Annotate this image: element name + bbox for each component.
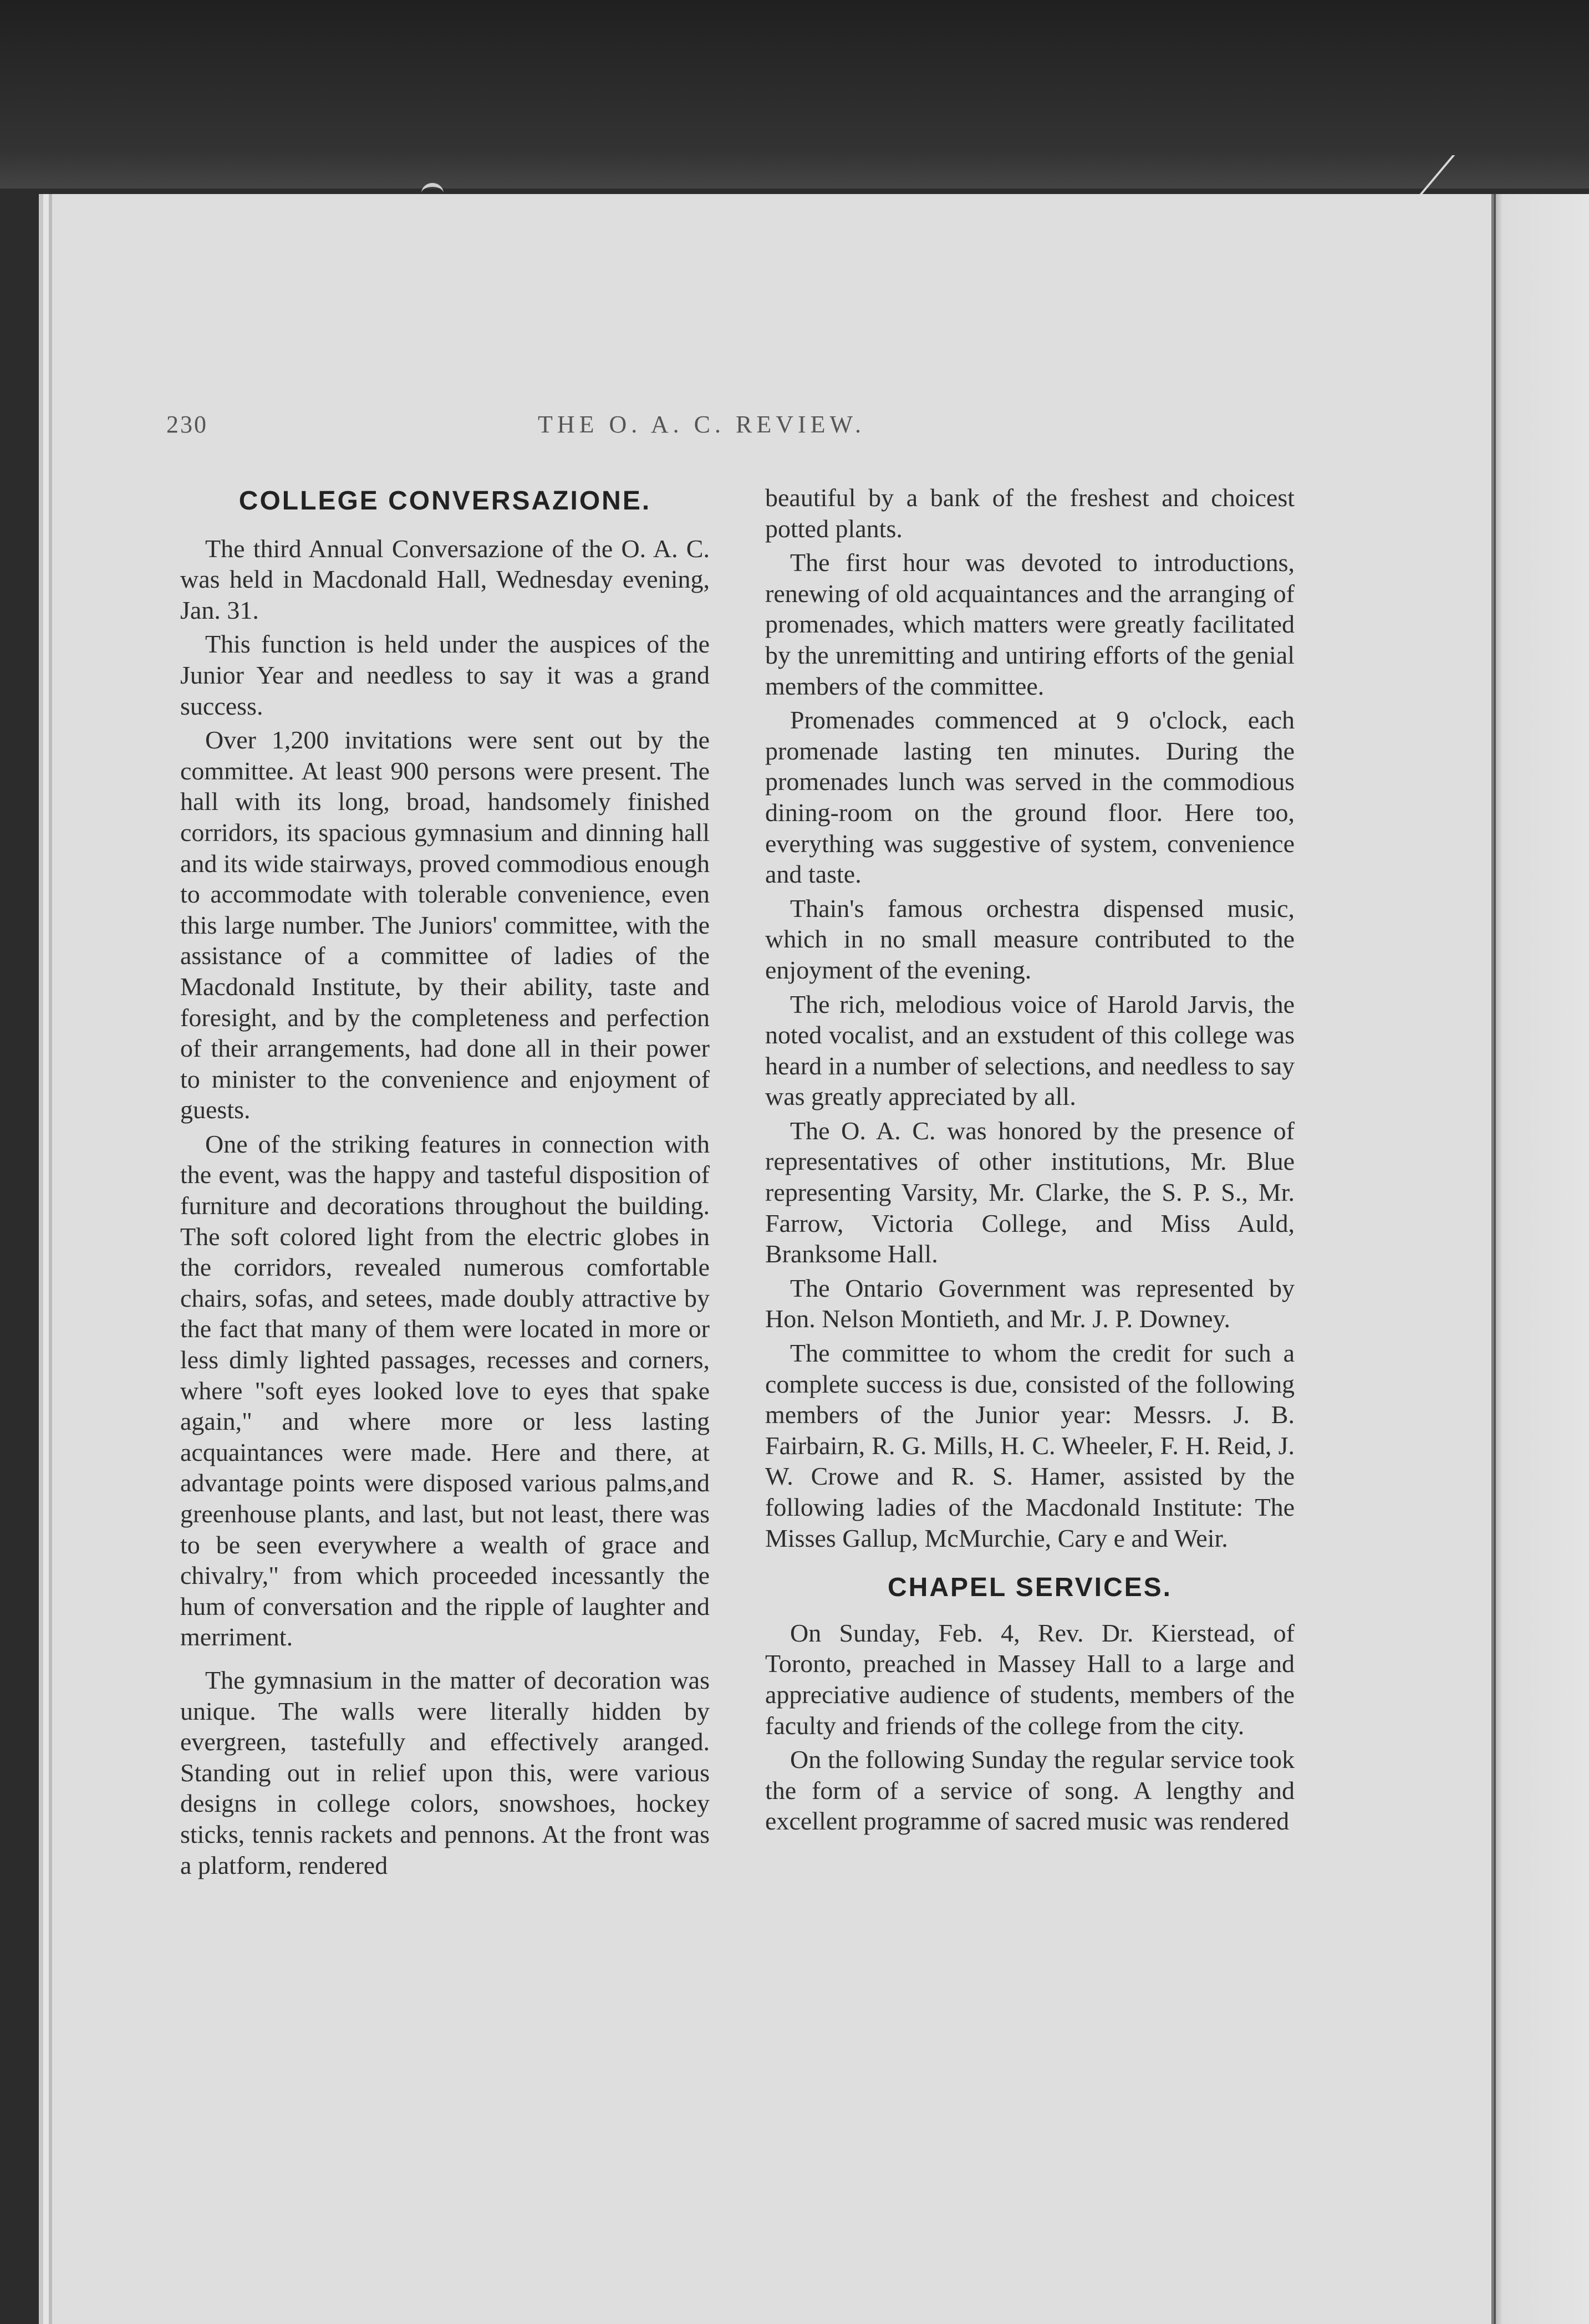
page-header: [166, 410, 1275, 449]
left-column: [180, 482, 710, 1884]
paragraph: The committee to whom the credit for such a complete success is due, consisted of the following members of the Junior year: Messrs. J. B. Fairbairn, R. G. Mills, H. C. Wheeler, F. H. Reid, J. W. Crowe and R. S. Hamer, assisted by the following ladies of the Macdonald Institute: The Misses Gallup, McMurchie, Cary e and Weir.: [765, 1339, 1295, 1552]
article-title: CHAPEL SERVICES.: [887, 1573, 1173, 1603]
paragraph: Promenades commenced at 9 o'clock, each promenade lasting ten minutes. During the promenades lunch was served in the commodious dining-room on the ground floor. Here too, everything was suggestive of system, convenience and taste.: [765, 706, 1295, 889]
page-gutter-line: [1494, 194, 1496, 2324]
paragraph: The gymnasium in the matter of decoration was unique. The walls were literally hidden by evergreen, tastefully and effectively aranged. Standing out in relief upon this, were various designs in college colors, snowshoes, hockey sticks, tennis rackets and pennons. At the front was a platform, rendered: [180, 1665, 710, 1879]
paragraph: The Ontario Government was represented by Hon. Nelson Montieth, and Mr. J. P. Downey.: [765, 1273, 1295, 1333]
paragraph-continued: beautiful by a bank of the freshest and choicest potted plants.: [765, 483, 1295, 543]
adjacent-page-edge: [1491, 194, 1589, 2324]
article-title: COLLEGE CONVERSAZIONE.: [238, 486, 651, 516]
paragraph: The third Annual Conversazione of the O. A. C. was held in Macdonald Hall, Wednesday evening, Jan. 31.: [180, 534, 710, 624]
right-column: [765, 482, 1295, 1840]
scan-background-top: [0, 0, 1589, 188]
paragraph: Over 1,200 invitations were sent out by the committee. At least 900 persons were present. The hall with its long, broad, handsomely finished corridors, its spacious gymnasium and dinning hall and its wide stairways, proved commodious enough to accommodate with tolerable convenience, even this large number. The Juniors' committee, with the assistance of a committee of ladies of the Macdonald Institute, by their ability, taste and foresight, and by the completeness and perfection of their arrangements, had done all in their power to minister to the convenience and enjoyment of guests.: [180, 726, 710, 1124]
paragraph: The first hour was devoted to introductions, renewing of old acquaintances and the arranging of promenades, which matters were greatly facilitated by the unremitting and untiring efforts of the genial members of the committee.: [765, 548, 1295, 700]
paragraph: The rich, melodious voice of Harold Jarvis, the noted vocalist, and an exstudent of this college was heard in a number of selections, and needless to say was greatly appreciated by all.: [765, 990, 1295, 1111]
page-number: 230: [166, 411, 208, 438]
paragraph: On the following Sunday the regular service took the form of a service of song. A lengthy and excellent programme of sacred music was rendered: [765, 1745, 1295, 1836]
paragraph: This function is held under the auspices of the Junior Year and needless to say it was a grand success.: [180, 630, 710, 720]
paragraph: One of the striking features in connection with the event, was the happy and tasteful disposition of furniture and decorations throughout the building. The soft colored light from the electric globes in the corridors, revealed numerous comfortable chairs, sofas, and setees, made doubly attractive by the fact that many of them were located in more or less dimly lighted passages, recesses and corners, where "soft eyes looked love to eyes that spake again," and where more or less lasting acquaintances were made. Here and there, at advantage points were disposed various palms,and greenhouse plants, and last, but not least, there was to be seen everywhere a wealth of grace and chivalry," from which proceeded incessantly the hum of conversation and the ripple of laughter and merriment.: [180, 1129, 710, 1652]
paragraph: On Sunday, Feb. 4, Rev. Dr. Kierstead, of Toronto, preached in Massey Hall to a large and appreciative audience of students, members of the faculty and friends of the college from the city.: [765, 1618, 1295, 1740]
paragraph: Thain's famous orchestra dispensed music, which in no small measure contributed to the enjoyment of the evening.: [765, 894, 1295, 984]
running-head: THE O. A. C. REVIEW.: [538, 411, 866, 438]
paragraph: The O. A. C. was honored by the presence of representatives of other institutions, Mr. Blue representing Varsity, Mr. Clarke, the S. P. S., Mr. Farrow, Victoria College, and Miss Auld, Branksome Hall.: [765, 1116, 1295, 1268]
